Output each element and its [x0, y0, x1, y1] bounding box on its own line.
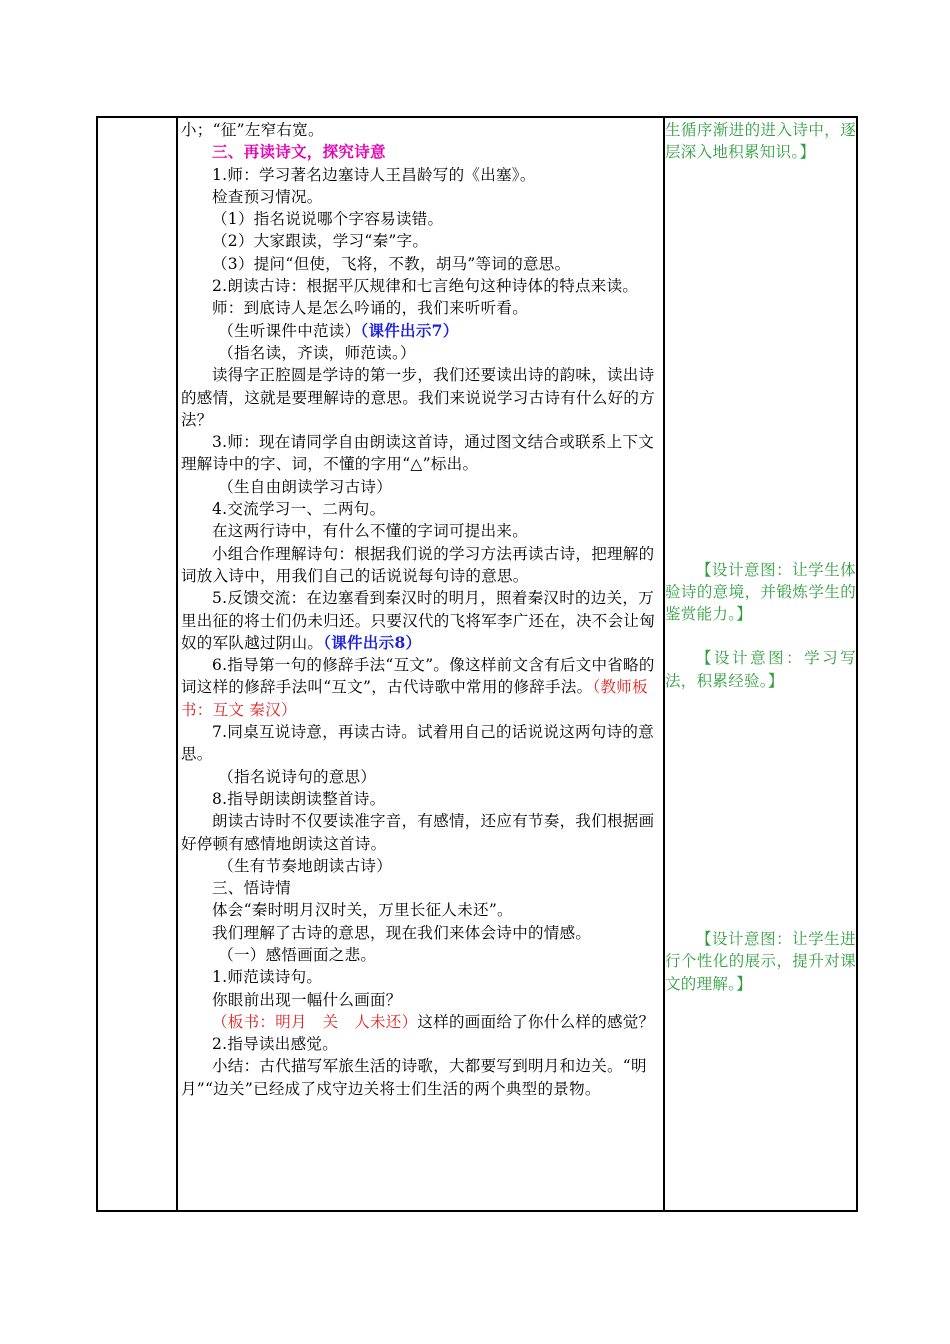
text-line [181, 320, 662, 342]
text-line: 体会“秦时明月汉时关，万里长征人未还”。 [212, 901, 513, 920]
text-line: 朗读古诗时不仅要读准字音，有感情，还应有节奏，我们根据画好停顿有感情地朗读这首诗。 [181, 812, 655, 853]
question-text: 这样的画面给了你什么样的感觉？ [417, 1012, 655, 1031]
text-line: 小结：古代描写军旅生活的诗歌，大都要写到明月和边关。“明月”“边关”已经成了戍守边关将士们生活的两个典型的景物。 [181, 1057, 647, 1098]
design-note: 【设计意图：让学生进行个性化的展示，提升对课文的理解。】 [665, 930, 856, 993]
text-line [181, 587, 662, 654]
text-line: 2.朗读古诗：根据平仄规律和七言绝句这种诗体的特点来读。 [212, 277, 639, 296]
text-line: 我们理解了古诗的意思，现在我们来体会诗中的情感。 [212, 923, 592, 942]
text-line: 1.师：学习著名边塞诗人王昌龄写的《出塞》。 [212, 165, 536, 184]
table-row [97, 117, 857, 1211]
text-line: （2）大家跟读，学习“秦”字。 [212, 232, 429, 251]
design-note: 生循序渐进的进入诗中，逐层深入地积累知识。】 [665, 121, 856, 162]
text-line: 在这两行诗中，有什么不懂的字词可提出来。 [212, 522, 529, 541]
text-line: 7.同桌互说诗意，再读古诗。试着用自己的话说说这两句诗的意思。 [181, 723, 654, 764]
student-activity: （生听课件中范读） [218, 321, 361, 340]
section-heading: 三、悟诗情 [212, 879, 292, 898]
text-line: （指名读，齐读，师范读。） [218, 343, 416, 362]
text-line: （1）指名说说哪个字容易读错。 [212, 210, 444, 229]
courseware-note: （课件出示7） [360, 320, 459, 340]
teaching-process-cell [177, 117, 664, 1211]
courseware-note: （课件出示8） [323, 632, 422, 652]
text-line [181, 654, 662, 721]
design-note: 【设计意图：学习写法，积累经验。】 [665, 649, 856, 690]
text-line: 读得字正腔圆是学诗的第一步，我们还要读出诗的韵味，读出诗的感情，这就是要理解诗的意思。我们来说说学习古诗有什么好的方法？ [181, 366, 656, 429]
text-line: （生有节奏地朗读古诗） [218, 856, 392, 875]
empty-left-cell [97, 117, 177, 1211]
rhetoric-text: 6.指导第一句的修辞手法“互文”。像这样前文含有后文中省略的词这样的修辞手法叫“互文”，古代诗歌中常用的修辞手法。 [181, 656, 655, 697]
text-line: （生自由朗读学习古诗） [218, 477, 392, 496]
board-note: （板书：明月 关 人未还） [212, 1012, 418, 1031]
feedback-text: 5.反馈交流：在边塞看到秦汉时的明月，照着秦汉时的边关，万里出征的将士们仍未归还。只要汉代的飞将军李广还在，决不会让匈奴的军队越过阴山。 [181, 589, 656, 652]
text-line: 小；“征”左窄右宽。 [181, 121, 324, 139]
text-line: 4.交流学习一、二两句。 [212, 500, 386, 519]
text-line [181, 1011, 662, 1033]
text-line: （指名说诗句的意思） [218, 767, 377, 786]
text-line: 2.指导读出感觉。 [212, 1035, 338, 1054]
text-line: 1.师范读诗句。 [212, 968, 323, 987]
board-note: （教师板书：互文 秦汉） [181, 678, 648, 719]
text-line: （一）感悟画面之悲。 [218, 945, 377, 964]
text-line: 小组合作理解诗句：根据我们说的学习方法再读古诗，把理解的词放入诗中，用我们自己的话说说每句诗的意思。 [181, 544, 655, 585]
text-line: 师：到底诗人是怎么吟诵的，我们来听听看。 [212, 299, 529, 318]
text-line: 检查预习情况。 [212, 187, 323, 206]
text-line: 你眼前出现一幅什么画面？ [212, 990, 402, 1009]
text-line: （3）提问“但使，飞将，不教，胡马”等词的意思。 [212, 254, 571, 273]
text-line: 3.师：现在请同学自由朗读这首诗，通过图文结合或联系上下文理解诗中的字、词，不懂的字用“△”标出。 [181, 433, 654, 474]
lesson-plan-table [96, 116, 858, 1212]
design-intent-cell [664, 117, 857, 1211]
design-note: 【设计意图：让学生体验诗的意境，并锻炼学生的鉴赏能力。】 [665, 560, 856, 624]
text-line: 8.指导朗读朗读整首诗。 [212, 789, 386, 808]
section-heading: 三、再读诗文，探究诗意 [212, 142, 386, 162]
